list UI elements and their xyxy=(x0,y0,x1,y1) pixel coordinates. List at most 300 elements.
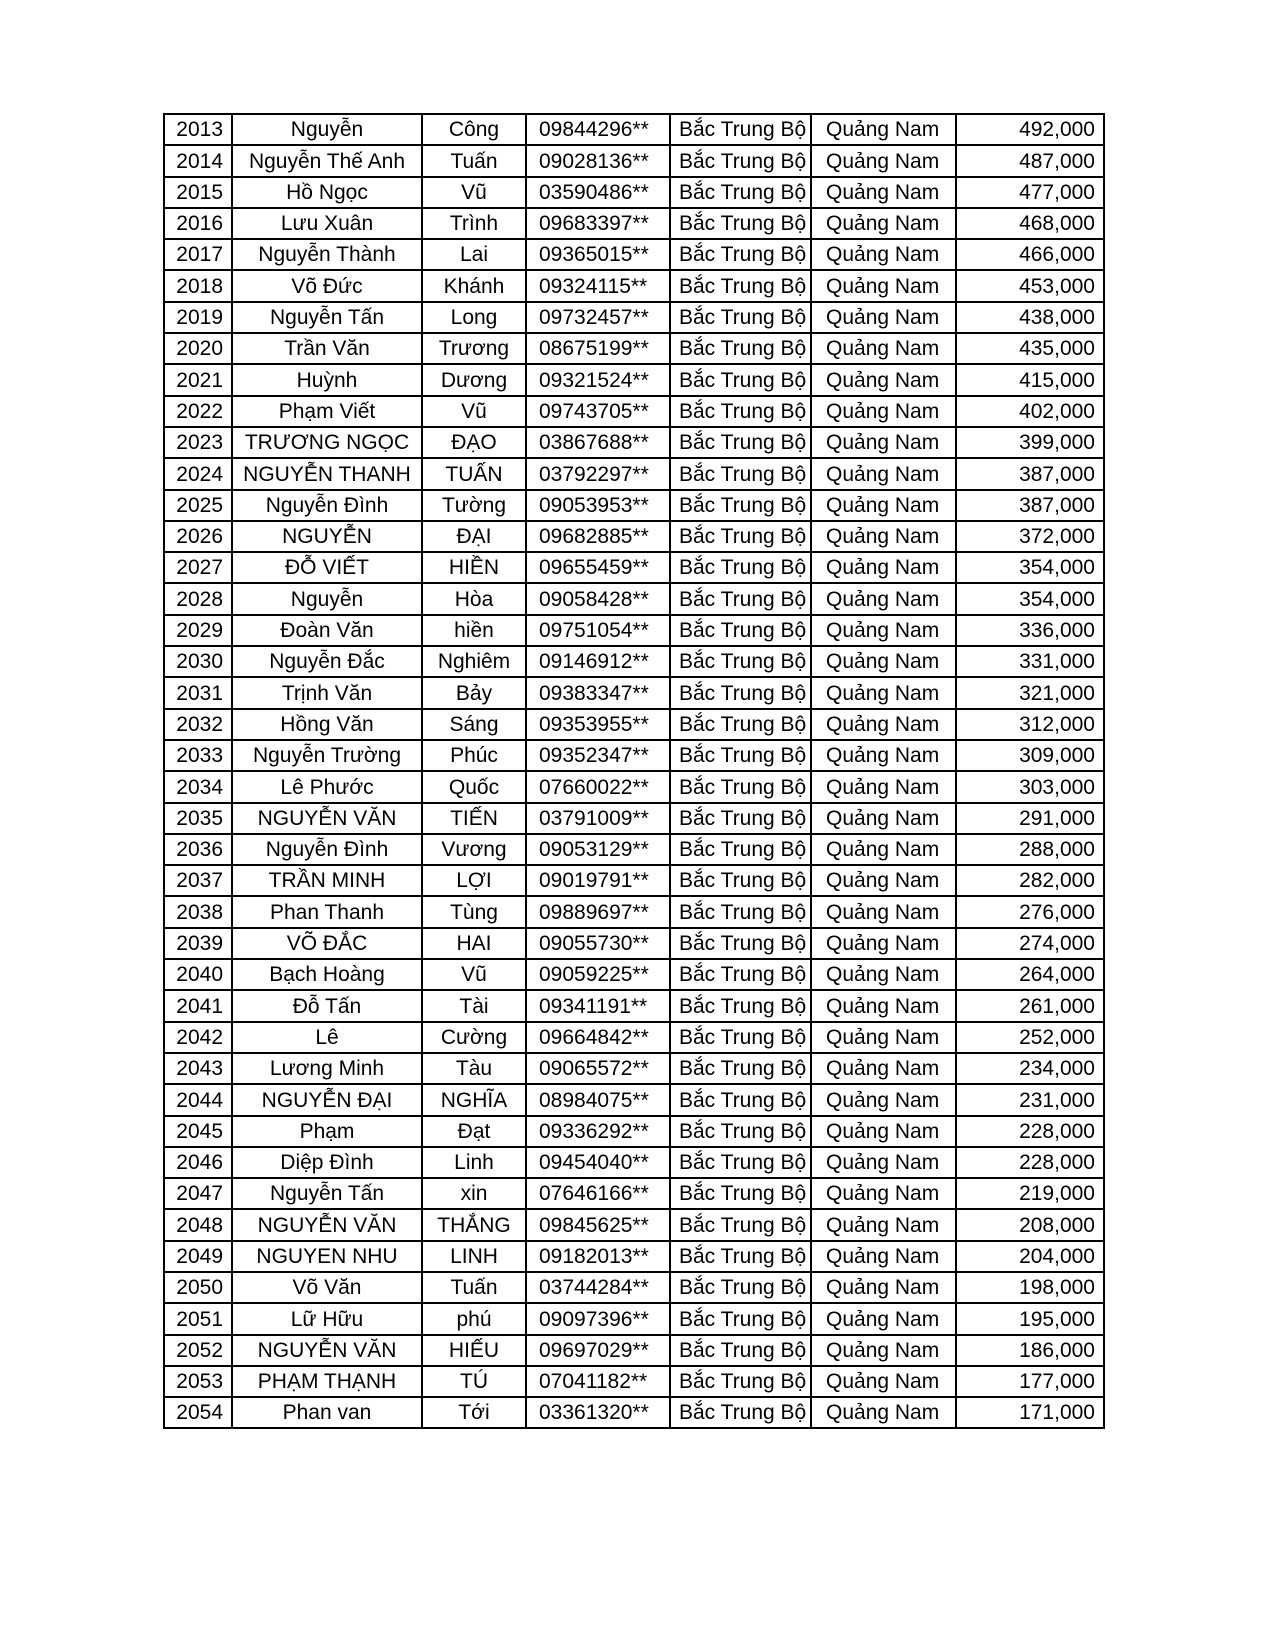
table-row xyxy=(164,270,1104,301)
province-cell: Quảng Nam xyxy=(811,771,956,802)
surname-cell: NGUYỄN xyxy=(232,521,422,552)
amount-cell: 291,000 xyxy=(956,803,1104,834)
surname-cell: Bạch Hoàng xyxy=(232,959,422,990)
province-cell: Quảng Nam xyxy=(811,552,956,583)
table-row xyxy=(164,959,1104,990)
surname-cell: VÕ ĐẮC xyxy=(232,928,422,959)
given-name-cell: Nghiêm xyxy=(422,646,526,677)
table-row xyxy=(164,1084,1104,1115)
amount-cell: 399,000 xyxy=(956,427,1104,458)
table-row xyxy=(164,1241,1104,1272)
table-row xyxy=(164,740,1104,771)
row-number-cell: 2053 xyxy=(164,1366,232,1397)
surname-cell: Nguyễn xyxy=(232,114,422,145)
row-number-cell: 2047 xyxy=(164,1178,232,1209)
table-row xyxy=(164,333,1104,364)
given-name-cell: LINH xyxy=(422,1241,526,1272)
given-name-cell: THẮNG xyxy=(422,1209,526,1240)
row-number-cell: 2041 xyxy=(164,990,232,1021)
surname-cell: Hồng Văn xyxy=(232,709,422,740)
table-row xyxy=(164,114,1104,145)
province-cell: Quảng Nam xyxy=(811,1303,956,1334)
given-name-cell: TUẤN xyxy=(422,458,526,489)
table-row xyxy=(164,1053,1104,1084)
province-cell: Quảng Nam xyxy=(811,521,956,552)
row-number-cell: 2030 xyxy=(164,646,232,677)
amount-cell: 453,000 xyxy=(956,270,1104,301)
amount-cell: 354,000 xyxy=(956,583,1104,614)
table-row xyxy=(164,896,1104,927)
table-row xyxy=(164,990,1104,1021)
phone-cell: 09055730** xyxy=(526,928,670,959)
province-cell: Quảng Nam xyxy=(811,302,956,333)
table-row xyxy=(164,1272,1104,1303)
region-cell: Bắc Trung Bộ xyxy=(670,427,811,458)
phone-cell: 09352347** xyxy=(526,740,670,771)
table-row xyxy=(164,177,1104,208)
row-number-cell: 2040 xyxy=(164,959,232,990)
table-row xyxy=(164,1022,1104,1053)
surname-cell: ĐỖ VIẾT xyxy=(232,552,422,583)
surname-cell: Lê xyxy=(232,1022,422,1053)
amount-cell: 274,000 xyxy=(956,928,1104,959)
row-number-cell: 2049 xyxy=(164,1241,232,1272)
row-number-cell: 2024 xyxy=(164,458,232,489)
amount-cell: 331,000 xyxy=(956,646,1104,677)
given-name-cell: Dương xyxy=(422,364,526,395)
region-cell: Bắc Trung Bộ xyxy=(670,928,811,959)
province-cell: Quảng Nam xyxy=(811,1241,956,1272)
region-cell: Bắc Trung Bộ xyxy=(670,803,811,834)
surname-cell: NGUYỄN VĂN xyxy=(232,1335,422,1366)
given-name-cell: Phúc xyxy=(422,740,526,771)
region-cell: Bắc Trung Bộ xyxy=(670,1116,811,1147)
region-cell: Bắc Trung Bộ xyxy=(670,1397,811,1428)
amount-cell: 228,000 xyxy=(956,1116,1104,1147)
row-number-cell: 2038 xyxy=(164,896,232,927)
given-name-cell: Tuấn xyxy=(422,1272,526,1303)
surname-cell: TRẦN MINH xyxy=(232,865,422,896)
row-number-cell: 2027 xyxy=(164,552,232,583)
region-cell: Bắc Trung Bộ xyxy=(670,740,811,771)
region-cell: Bắc Trung Bộ xyxy=(670,677,811,708)
amount-cell: 415,000 xyxy=(956,364,1104,395)
phone-cell: 08675199** xyxy=(526,333,670,364)
row-number-cell: 2015 xyxy=(164,177,232,208)
region-cell: Bắc Trung Bộ xyxy=(670,646,811,677)
table-row xyxy=(164,521,1104,552)
given-name-cell: Tuấn xyxy=(422,145,526,176)
table-row xyxy=(164,239,1104,270)
province-cell: Quảng Nam xyxy=(811,239,956,270)
given-name-cell: Tùng xyxy=(422,896,526,927)
phone-cell: 09324115** xyxy=(526,270,670,301)
surname-cell: TRƯƠNG NGỌC xyxy=(232,427,422,458)
amount-cell: 372,000 xyxy=(956,521,1104,552)
phone-cell: 09743705** xyxy=(526,396,670,427)
phone-cell: 09697029** xyxy=(526,1335,670,1366)
row-number-cell: 2013 xyxy=(164,114,232,145)
table-row xyxy=(164,145,1104,176)
phone-cell: 09383347** xyxy=(526,677,670,708)
given-name-cell: hiền xyxy=(422,615,526,646)
surname-cell: Nguyễn Tấn xyxy=(232,302,422,333)
phone-cell: 09683397** xyxy=(526,208,670,239)
row-number-cell: 2025 xyxy=(164,490,232,521)
amount-cell: 264,000 xyxy=(956,959,1104,990)
given-name-cell: Tài xyxy=(422,990,526,1021)
amount-cell: 228,000 xyxy=(956,1147,1104,1178)
given-name-cell: Tường xyxy=(422,490,526,521)
region-cell: Bắc Trung Bộ xyxy=(670,1084,811,1115)
region-cell: Bắc Trung Bộ xyxy=(670,834,811,865)
surname-cell: Phan Thanh xyxy=(232,896,422,927)
table-body xyxy=(164,114,1104,1428)
table-row xyxy=(164,1397,1104,1428)
row-number-cell: 2016 xyxy=(164,208,232,239)
table-row xyxy=(164,771,1104,802)
phone-cell: 09664842** xyxy=(526,1022,670,1053)
province-cell: Quảng Nam xyxy=(811,615,956,646)
surname-cell: NGUYEN NHU xyxy=(232,1241,422,1272)
province-cell: Quảng Nam xyxy=(811,1209,956,1240)
row-number-cell: 2054 xyxy=(164,1397,232,1428)
province-cell: Quảng Nam xyxy=(811,333,956,364)
surname-cell: NGUYỄN THANH xyxy=(232,458,422,489)
surname-cell: Đỗ Tấn xyxy=(232,990,422,1021)
surname-cell: Nguyễn Trường xyxy=(232,740,422,771)
row-number-cell: 2029 xyxy=(164,615,232,646)
table-row xyxy=(164,208,1104,239)
phone-cell: 09682885** xyxy=(526,521,670,552)
province-cell: Quảng Nam xyxy=(811,803,956,834)
province-cell: Quảng Nam xyxy=(811,458,956,489)
phone-cell: 07041182** xyxy=(526,1366,670,1397)
province-cell: Quảng Nam xyxy=(811,145,956,176)
amount-cell: 387,000 xyxy=(956,490,1104,521)
table-row xyxy=(164,834,1104,865)
surname-cell: NGUYỄN VĂN xyxy=(232,1209,422,1240)
region-cell: Bắc Trung Bộ xyxy=(670,959,811,990)
row-number-cell: 2026 xyxy=(164,521,232,552)
phone-cell: 09058428** xyxy=(526,583,670,614)
row-number-cell: 2042 xyxy=(164,1022,232,1053)
table-row xyxy=(164,302,1104,333)
amount-cell: 477,000 xyxy=(956,177,1104,208)
given-name-cell: NGHĨA xyxy=(422,1084,526,1115)
province-cell: Quảng Nam xyxy=(811,396,956,427)
phone-cell: 03361320** xyxy=(526,1397,670,1428)
amount-cell: 276,000 xyxy=(956,896,1104,927)
region-cell: Bắc Trung Bộ xyxy=(670,1209,811,1240)
phone-cell: 09454040** xyxy=(526,1147,670,1178)
surname-cell: Diệp Đình xyxy=(232,1147,422,1178)
region-cell: Bắc Trung Bộ xyxy=(670,1335,811,1366)
region-cell: Bắc Trung Bộ xyxy=(670,896,811,927)
province-cell: Quảng Nam xyxy=(811,364,956,395)
phone-cell: 03791009** xyxy=(526,803,670,834)
region-cell: Bắc Trung Bộ xyxy=(670,1053,811,1084)
row-number-cell: 2051 xyxy=(164,1303,232,1334)
row-number-cell: 2019 xyxy=(164,302,232,333)
given-name-cell: ĐẠO xyxy=(422,427,526,458)
amount-cell: 186,000 xyxy=(956,1335,1104,1366)
amount-cell: 487,000 xyxy=(956,145,1104,176)
surname-cell: Phạm Viết xyxy=(232,396,422,427)
row-number-cell: 2014 xyxy=(164,145,232,176)
phone-cell: 09889697** xyxy=(526,896,670,927)
row-number-cell: 2050 xyxy=(164,1272,232,1303)
phone-cell: 09751054** xyxy=(526,615,670,646)
province-cell: Quảng Nam xyxy=(811,677,956,708)
surname-cell: Nguyễn Đắc xyxy=(232,646,422,677)
row-number-cell: 2017 xyxy=(164,239,232,270)
given-name-cell: HIỀN xyxy=(422,552,526,583)
table-row xyxy=(164,615,1104,646)
province-cell: Quảng Nam xyxy=(811,1178,956,1209)
given-name-cell: Công xyxy=(422,114,526,145)
row-number-cell: 2018 xyxy=(164,270,232,301)
table-row xyxy=(164,865,1104,896)
row-number-cell: 2048 xyxy=(164,1209,232,1240)
province-cell: Quảng Nam xyxy=(811,1116,956,1147)
phone-cell: 03792297** xyxy=(526,458,670,489)
phone-cell: 09341191** xyxy=(526,990,670,1021)
amount-cell: 435,000 xyxy=(956,333,1104,364)
amount-cell: 288,000 xyxy=(956,834,1104,865)
province-cell: Quảng Nam xyxy=(811,1335,956,1366)
table-row xyxy=(164,364,1104,395)
recipient-table xyxy=(163,113,1105,1429)
table-row xyxy=(164,1303,1104,1334)
amount-cell: 312,000 xyxy=(956,709,1104,740)
phone-cell: 09146912** xyxy=(526,646,670,677)
phone-cell: 08984075** xyxy=(526,1084,670,1115)
province-cell: Quảng Nam xyxy=(811,959,956,990)
amount-cell: 252,000 xyxy=(956,1022,1104,1053)
row-number-cell: 2022 xyxy=(164,396,232,427)
table-row xyxy=(164,552,1104,583)
amount-cell: 387,000 xyxy=(956,458,1104,489)
province-cell: Quảng Nam xyxy=(811,1022,956,1053)
surname-cell: Lưu Xuân xyxy=(232,208,422,239)
table-row xyxy=(164,1116,1104,1147)
row-number-cell: 2035 xyxy=(164,803,232,834)
table-row xyxy=(164,396,1104,427)
province-cell: Quảng Nam xyxy=(811,1053,956,1084)
surname-cell: PHẠM THẠNH xyxy=(232,1366,422,1397)
province-cell: Quảng Nam xyxy=(811,1272,956,1303)
surname-cell: Đoàn Văn xyxy=(232,615,422,646)
given-name-cell: xin xyxy=(422,1178,526,1209)
region-cell: Bắc Trung Bộ xyxy=(670,145,811,176)
region-cell: Bắc Trung Bộ xyxy=(670,1303,811,1334)
amount-cell: 231,000 xyxy=(956,1084,1104,1115)
region-cell: Bắc Trung Bộ xyxy=(670,1178,811,1209)
given-name-cell: LỢI xyxy=(422,865,526,896)
phone-cell: 03744284** xyxy=(526,1272,670,1303)
amount-cell: 261,000 xyxy=(956,990,1104,1021)
row-number-cell: 2021 xyxy=(164,364,232,395)
region-cell: Bắc Trung Bộ xyxy=(670,396,811,427)
given-name-cell: ĐẠI xyxy=(422,521,526,552)
surname-cell: Huỳnh xyxy=(232,364,422,395)
region-cell: Bắc Trung Bộ xyxy=(670,1241,811,1272)
amount-cell: 195,000 xyxy=(956,1303,1104,1334)
surname-cell: Nguyễn Đình xyxy=(232,834,422,865)
given-name-cell: Bảy xyxy=(422,677,526,708)
table-row xyxy=(164,1335,1104,1366)
given-name-cell: Trình xyxy=(422,208,526,239)
row-number-cell: 2045 xyxy=(164,1116,232,1147)
amount-cell: 321,000 xyxy=(956,677,1104,708)
province-cell: Quảng Nam xyxy=(811,928,956,959)
amount-cell: 466,000 xyxy=(956,239,1104,270)
region-cell: Bắc Trung Bộ xyxy=(670,1147,811,1178)
province-cell: Quảng Nam xyxy=(811,583,956,614)
province-cell: Quảng Nam xyxy=(811,114,956,145)
surname-cell: Lê Phước xyxy=(232,771,422,802)
amount-cell: 204,000 xyxy=(956,1241,1104,1272)
row-number-cell: 2052 xyxy=(164,1335,232,1366)
region-cell: Bắc Trung Bộ xyxy=(670,990,811,1021)
given-name-cell: Sáng xyxy=(422,709,526,740)
table-row xyxy=(164,458,1104,489)
region-cell: Bắc Trung Bộ xyxy=(670,239,811,270)
province-cell: Quảng Nam xyxy=(811,834,956,865)
surname-cell: Trịnh Văn xyxy=(232,677,422,708)
region-cell: Bắc Trung Bộ xyxy=(670,1366,811,1397)
amount-cell: 282,000 xyxy=(956,865,1104,896)
row-number-cell: 2031 xyxy=(164,677,232,708)
given-name-cell: Vũ xyxy=(422,959,526,990)
province-cell: Quảng Nam xyxy=(811,865,956,896)
table-row xyxy=(164,490,1104,521)
table-row xyxy=(164,677,1104,708)
province-cell: Quảng Nam xyxy=(811,896,956,927)
row-number-cell: 2046 xyxy=(164,1147,232,1178)
province-cell: Quảng Nam xyxy=(811,1147,956,1178)
table-row xyxy=(164,709,1104,740)
amount-cell: 219,000 xyxy=(956,1178,1104,1209)
phone-cell: 09336292** xyxy=(526,1116,670,1147)
given-name-cell: Linh xyxy=(422,1147,526,1178)
province-cell: Quảng Nam xyxy=(811,208,956,239)
given-name-cell: Trương xyxy=(422,333,526,364)
row-number-cell: 2020 xyxy=(164,333,232,364)
given-name-cell: HAI xyxy=(422,928,526,959)
region-cell: Bắc Trung Bộ xyxy=(670,1022,811,1053)
region-cell: Bắc Trung Bộ xyxy=(670,333,811,364)
region-cell: Bắc Trung Bộ xyxy=(670,615,811,646)
amount-cell: 198,000 xyxy=(956,1272,1104,1303)
province-cell: Quảng Nam xyxy=(811,740,956,771)
given-name-cell: Cường xyxy=(422,1022,526,1053)
phone-cell: 09182013** xyxy=(526,1241,670,1272)
given-name-cell: Lai xyxy=(422,239,526,270)
surname-cell: Võ Đức xyxy=(232,270,422,301)
phone-cell: 09059225** xyxy=(526,959,670,990)
phone-cell: 09732457** xyxy=(526,302,670,333)
surname-cell: Phạm xyxy=(232,1116,422,1147)
given-name-cell: Tàu xyxy=(422,1053,526,1084)
surname-cell: Võ Văn xyxy=(232,1272,422,1303)
phone-cell: 09845625** xyxy=(526,1209,670,1240)
region-cell: Bắc Trung Bộ xyxy=(670,552,811,583)
surname-cell: Trần Văn xyxy=(232,333,422,364)
amount-cell: 438,000 xyxy=(956,302,1104,333)
surname-cell: Lương Minh xyxy=(232,1053,422,1084)
region-cell: Bắc Trung Bộ xyxy=(670,114,811,145)
surname-cell: NGUYỄN VĂN xyxy=(232,803,422,834)
row-number-cell: 2043 xyxy=(164,1053,232,1084)
surname-cell: Nguyễn Thành xyxy=(232,239,422,270)
amount-cell: 402,000 xyxy=(956,396,1104,427)
phone-cell: 09353955** xyxy=(526,709,670,740)
row-number-cell: 2032 xyxy=(164,709,232,740)
amount-cell: 336,000 xyxy=(956,615,1104,646)
amount-cell: 177,000 xyxy=(956,1366,1104,1397)
given-name-cell: Long xyxy=(422,302,526,333)
province-cell: Quảng Nam xyxy=(811,990,956,1021)
region-cell: Bắc Trung Bộ xyxy=(670,865,811,896)
phone-cell: 09655459** xyxy=(526,552,670,583)
region-cell: Bắc Trung Bộ xyxy=(670,771,811,802)
province-cell: Quảng Nam xyxy=(811,646,956,677)
surname-cell: Nguyễn xyxy=(232,583,422,614)
table-row xyxy=(164,1366,1104,1397)
surname-cell: Hồ Ngọc xyxy=(232,177,422,208)
given-name-cell: Vương xyxy=(422,834,526,865)
province-cell: Quảng Nam xyxy=(811,427,956,458)
row-number-cell: 2037 xyxy=(164,865,232,896)
phone-cell: 09065572** xyxy=(526,1053,670,1084)
surname-cell: Nguyễn Tấn xyxy=(232,1178,422,1209)
amount-cell: 354,000 xyxy=(956,552,1104,583)
region-cell: Bắc Trung Bộ xyxy=(670,583,811,614)
phone-cell: 09844296** xyxy=(526,114,670,145)
given-name-cell: TÚ xyxy=(422,1366,526,1397)
table-row xyxy=(164,1147,1104,1178)
region-cell: Bắc Trung Bộ xyxy=(670,1272,811,1303)
surname-cell: Nguyễn Thế Anh xyxy=(232,145,422,176)
row-number-cell: 2033 xyxy=(164,740,232,771)
phone-cell: 09097396** xyxy=(526,1303,670,1334)
region-cell: Bắc Trung Bộ xyxy=(670,208,811,239)
phone-cell: 09019791** xyxy=(526,865,670,896)
phone-cell: 09053953** xyxy=(526,490,670,521)
given-name-cell: phú xyxy=(422,1303,526,1334)
given-name-cell: Vũ xyxy=(422,396,526,427)
amount-cell: 234,000 xyxy=(956,1053,1104,1084)
surname-cell: Nguyễn Đình xyxy=(232,490,422,521)
amount-cell: 492,000 xyxy=(956,114,1104,145)
region-cell: Bắc Trung Bộ xyxy=(670,364,811,395)
surname-cell: Lữ Hữu xyxy=(232,1303,422,1334)
region-cell: Bắc Trung Bộ xyxy=(670,709,811,740)
amount-cell: 171,000 xyxy=(956,1397,1104,1428)
phone-cell: 07660022** xyxy=(526,771,670,802)
table-row xyxy=(164,427,1104,458)
phone-cell: 03590486** xyxy=(526,177,670,208)
given-name-cell: Quốc xyxy=(422,771,526,802)
table-row xyxy=(164,928,1104,959)
row-number-cell: 2023 xyxy=(164,427,232,458)
given-name-cell: HIẾU xyxy=(422,1335,526,1366)
amount-cell: 303,000 xyxy=(956,771,1104,802)
province-cell: Quảng Nam xyxy=(811,1084,956,1115)
phone-cell: 09053129** xyxy=(526,834,670,865)
